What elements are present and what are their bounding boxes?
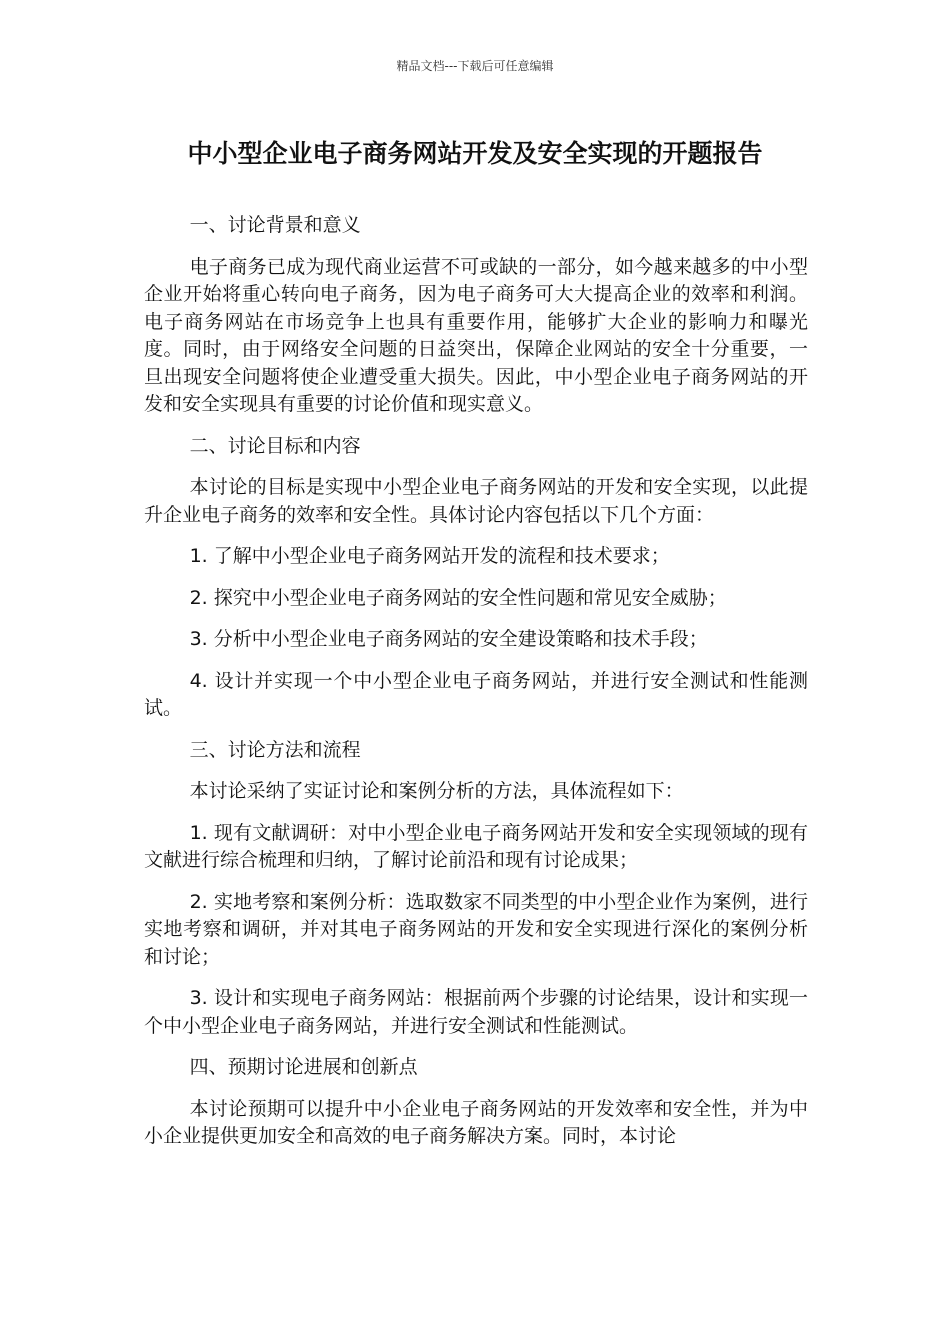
list-item-goal-3: 3. 分析中小型企业电子商务网站的安全建设策略和技术手段； <box>189 628 708 650</box>
paragraph-methods: 本讨论采纳了实证讨论和案例分析的方法，具体流程如下： <box>189 780 684 802</box>
header-note: 精品文档---下载后可任意编辑 <box>396 59 554 73</box>
section-heading-background: 一、讨论背景和意义 <box>189 214 361 236</box>
document-title: 中小型企业电子商务网站开发及安全实现的开题报告 <box>187 139 763 168</box>
section-heading-goals: 二、讨论目标和内容 <box>189 434 361 457</box>
document-body <box>144 212 808 1165</box>
paragraph-expectations: 本讨论预期可以提升中小企业电子商务网站的开发效率和安全性，并为中小企业提供更加安全和高效的电子商务解决方案。同时，本讨论 <box>144 1097 808 1147</box>
list-item-method-2: 2. 实地考察和案例分析：选取数家不同类型的中小型企业作为案例，进行实地考察和调研，并对其电子商务网站的开发和安全实现进行深化的案例分析和讨论； <box>144 890 808 968</box>
list-item-goal-2: 2. 探究中小型企业电子商务网站的安全性问题和常见安全威胁； <box>189 586 727 609</box>
list-item-method-1: 1. 现有文献调研：对中小型企业电子商务网站开发和安全实现领域的现有文献进行综合梳理和归纳，了解讨论前沿和现有讨论成果； <box>144 821 808 871</box>
list-item-method-3: 3. 设计和实现电子商务网站：根据前两个步骤的讨论结果，设计和实现一个中小型企业电子商务网站，并进行安全测试和性能测试。 <box>144 987 808 1037</box>
paragraph-background: 电子商务已成为现代商业运营不可或缺的一部分，如今越来越多的中小型企业开始将重心转向电子商务，因为电子商务可大大提高企业的效率和利润。电子商务网站在市场竞争上也具有重要作用，能够扩大企业的影响力和曝光度。同时，由于网络安全问题的日益突出，保障企业网站的安全十分重要，一旦出现安全问题将使企业遭受重大损失。因此，中小型企业电子商务网站的开发和安全实现具有重要的讨论价值和现实意义。 <box>144 255 808 415</box>
section-heading-expectations: 四、预期讨论进展和创新点 <box>189 1056 418 1078</box>
section-heading-methods: 三、讨论方法和流程 <box>189 738 361 761</box>
list-item-goal-1: 1. 了解中小型企业电子商务网站开发的流程和技术要求； <box>189 545 670 567</box>
list-item-goal-4: 4. 设计并实现一个中小型企业电子商务网站，并进行安全测试和性能测试。 <box>144 669 808 719</box>
paragraph-goals: 本讨论的目标是实现中小型企业电子商务网站的开发和安全实现，以此提升企业电子商务的效率和安全性。具体讨论内容包括以下几个方面： <box>144 476 808 526</box>
